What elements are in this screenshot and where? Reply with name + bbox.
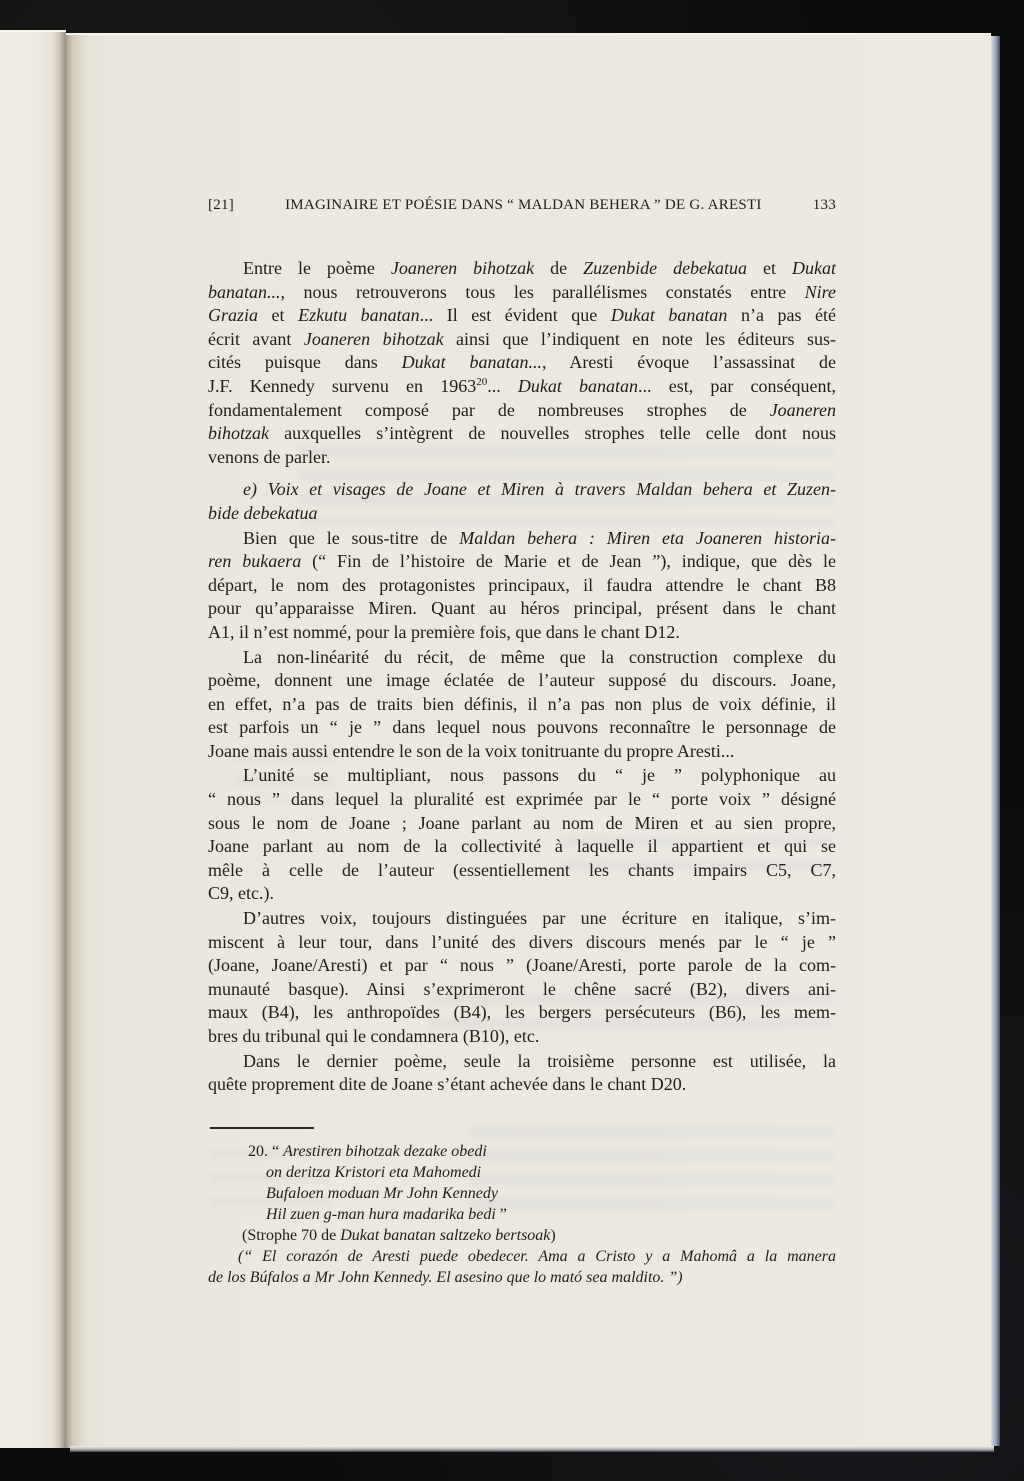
footnote-line: de los Búfalos a Mr John Kennedy. El asesino que lo mató sea maldito. ”)	[208, 1268, 683, 1286]
text-line: L’unité se multipliant, nous passons du “ je ” polyphonique au	[243, 765, 836, 786]
text-line: poème, donnent une image éclatée de l’auteur supposé du discours. Joane,	[208, 670, 836, 691]
text-line: Joane mais aussi entendre le son de la voix tonitruante du propre Aresti...	[208, 740, 735, 761]
text-line: Grazia et Ezkutu banatan... Il est évident que Dukat banatan n’a pas été	[208, 305, 837, 326]
text-line: “ nous ” dans lequel la pluralité est exprimée par le “ porte voix ” désigné	[208, 789, 836, 810]
text-line: cités puisque dans Dukat banatan..., Aresti évoque l’assassinat de	[208, 352, 836, 373]
text-line: ren bukaera (“ Fin de l’histoire de Marie et de Jean ”), indique, que dès le	[208, 551, 836, 572]
paragraph	[208, 646, 836, 764]
facing-page-edge	[0, 30, 66, 1448]
text-line: fondamentalement composé par de nombreuses strophes de Joaneren	[208, 399, 836, 420]
text-line: Joane parlant au nom de la collectivité à laquelle il appartient et qui se	[208, 836, 836, 857]
text-line: C9, etc.).	[208, 883, 274, 904]
running-header	[208, 197, 836, 214]
section-heading	[208, 478, 836, 525]
footnote-line: (“ El corazón de Aresti puede obedecer. Ama a Cristo y a Mahomâ a la manera	[238, 1247, 836, 1265]
text-line: La non-linéarité du récit, de même que la construction complexe du	[243, 646, 836, 667]
header-page-number: 133	[812, 197, 836, 213]
page-stack-edge-bottom	[70, 1446, 994, 1452]
text-line: munauté basque). Ainsi s’exprimeront le chêne sacré (B2), divers ani-	[208, 978, 836, 999]
paragraph	[208, 907, 836, 1049]
page-stack-edge-right	[991, 36, 1000, 1446]
header-margin-index: [21]	[208, 197, 234, 213]
text-line: e) Voix et visages de Joane et Miren à travers Maldan behera et Zuzen-	[243, 479, 836, 500]
text-line: maux (B4), les anthropoïdes (B4), les bergers persécuteurs (B6), les mem-	[208, 1002, 836, 1023]
text-line: bres du tribunal qui le condamnera (B10), etc.	[208, 1026, 540, 1046]
paragraph	[208, 764, 836, 906]
text-line: départ, le nom des protagonistes principaux, il faudra attendre le chant B8	[208, 574, 836, 595]
footnote-line: (Strophe 70 de Dukat banatan saltzeko bertsoak)	[242, 1226, 556, 1244]
footnote-line: 20. “ Arestiren bihotzak dezake obedi	[248, 1142, 487, 1160]
text-line: bide debekatua	[208, 502, 318, 523]
footnote-lines	[208, 1141, 836, 1288]
text-line: mêle à celle de l’auteur (essentiellement les chants impairs C5, C7,	[208, 859, 836, 880]
footnote-line: Bufaloen moduan Mr John Kennedy	[266, 1184, 498, 1202]
footnote-line: Hil zuen g-man hura madarika bedi ”	[266, 1205, 507, 1223]
text-line: Dans le dernier poème, seule la troisième personne est utilisée, la	[243, 1050, 836, 1071]
paragraph	[208, 527, 836, 645]
text-line: sous le nom de Joane ; Joane parlant au nom de Miren et au sien propre,	[208, 812, 836, 833]
text-line: pour qu’apparaisse Miren. Quant au héros principal, présent dans le chant	[208, 598, 836, 619]
text-line: miscent à leur tour, dans l’unité des divers discours menés par le “ je ”	[208, 931, 836, 952]
text-line: J.F. Kennedy survenu en 1963$^{20}$... Dukat banatan... est, par conséquent,	[208, 375, 837, 396]
text-column	[208, 33, 836, 1288]
header-title: IMAGINAIRE ET POÉSIE DANS “ MALDAN BEHERA ” DE G. ARESTI	[285, 197, 762, 213]
text-line: Entre le poème Joaneren bihotzak de Zuzenbide debekatua et Dukat	[243, 258, 836, 278]
footnote	[208, 1127, 836, 1288]
text-line: en effet, n’a pas de traits bien définis, il n’a pas non plus de voix définie, il	[208, 693, 836, 714]
text-line: A1, il n’est nommé, pour la première fois, que dans le chant D12.	[208, 621, 680, 642]
paragraph	[208, 1050, 836, 1097]
body-text	[208, 257, 836, 1097]
text-line: quête proprement dite de Joane s’étant achevée dans le chant D20.	[208, 1074, 687, 1095]
text-line: écrit avant Joaneren bihotzak ainsi que l’indiquent en note les éditeurs sus-	[208, 328, 836, 349]
text-line: venons de parler.	[208, 446, 331, 467]
text-line: D’autres voix, toujours distinguées par une écriture en italique, s’im-	[243, 908, 836, 929]
text-line: Bien que le sous-titre de Maldan behera : Miren eta Joaneren historia-	[243, 527, 836, 548]
text-line: banatan..., nous retrouverons tous les parallélismes constatés entre Nire	[208, 281, 836, 302]
text-line: (Joane, Joane/Aresti) et par “ nous ” (Joane/Aresti, porte parole de la com-	[208, 955, 836, 976]
footnote-line: on deritza Kristori eta Mahomedi	[266, 1163, 482, 1181]
text-line: est parfois un “ je ” dans lequel nous pouvons reconnaître le personnage de	[208, 717, 836, 738]
footnote-separator-rule	[210, 1127, 314, 1129]
text-line: bihotzak auxquelles s’intègrent de nouvelles strophes telle celle dont nous	[208, 423, 836, 444]
paragraph	[208, 257, 836, 469]
